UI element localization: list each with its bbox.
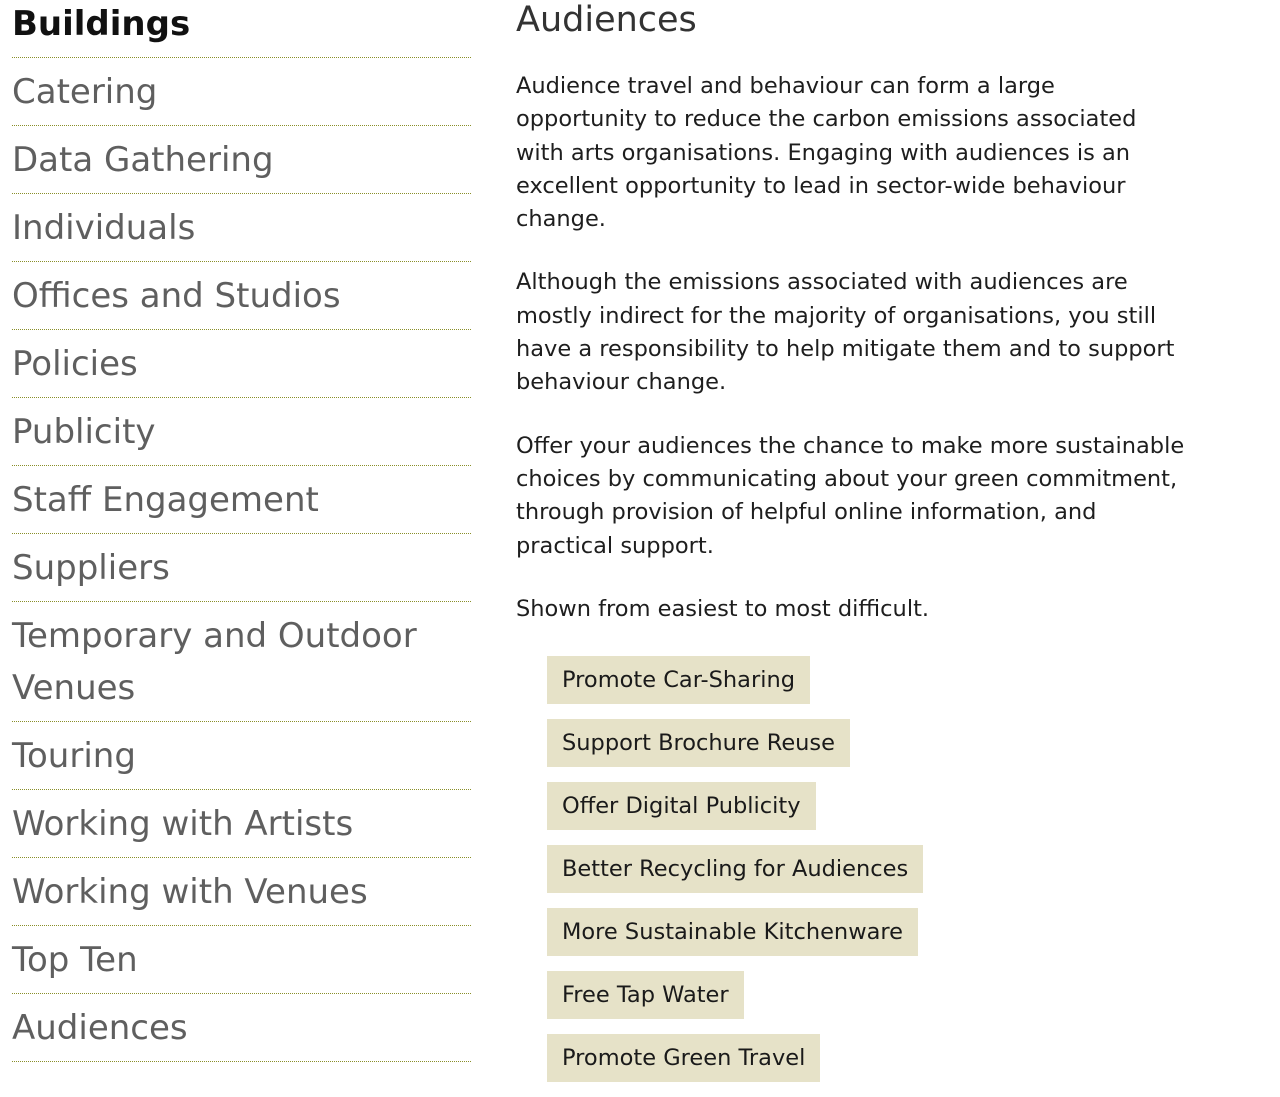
nav-item-policies[interactable]: [12, 338, 471, 398]
action-list: [547, 656, 1186, 1082]
action-link-free-tap-water[interactable]: Free Tap Water: [547, 971, 744, 1019]
nav-item-label: Suppliers: [12, 548, 170, 588]
action-list-item: [547, 782, 1186, 830]
action-list-item: [547, 656, 1186, 704]
action-list-item: [547, 971, 1186, 1019]
nav-item-buildings[interactable]: [12, 0, 471, 58]
action-link-sustainable-kitchenware[interactable]: More Sustainable Kitchenware: [547, 908, 918, 956]
nav-item-label: Working with Venues: [12, 872, 368, 912]
action-list-item: [547, 908, 1186, 956]
nav-item-suppliers[interactable]: [12, 542, 471, 602]
nav-item-label: Individuals: [12, 208, 196, 248]
nav-item-top-ten[interactable]: [12, 934, 471, 994]
action-link-better-recycling[interactable]: Better Recycling for Audiences: [547, 845, 923, 893]
nav-item-label: Temporary and Outdoor Venues: [12, 616, 417, 708]
action-link-offer-digital-publicity[interactable]: Offer Digital Publicity: [547, 782, 816, 830]
page-title: Audiences: [516, 0, 697, 40]
nav-item-audiences[interactable]: [12, 1002, 471, 1062]
nav-item-staff-engagement[interactable]: [12, 474, 471, 534]
nav-item-label: Top Ten: [12, 940, 138, 980]
nav-item-individuals[interactable]: [12, 202, 471, 262]
nav-item-label: Audiences: [12, 1008, 188, 1048]
action-link-promote-green-travel[interactable]: Promote Green Travel: [547, 1034, 820, 1082]
nav-item-temporary-and-outdoor-venues[interactable]: [12, 610, 471, 722]
nav-item-working-with-artists[interactable]: [12, 798, 471, 858]
nav-item-working-with-venues[interactable]: [12, 866, 471, 926]
nav-item-label: Policies: [12, 344, 138, 384]
action-link-promote-car-sharing[interactable]: Promote Car-Sharing: [547, 656, 810, 704]
nav-item-data-gathering[interactable]: [12, 134, 471, 194]
action-list-item: [547, 845, 1186, 893]
nav-item-label: Publicity: [12, 412, 156, 452]
action-list-item: [547, 1034, 1186, 1082]
nav-item-label: Touring: [12, 736, 136, 776]
nav-item-label: Offices and Studios: [12, 276, 341, 316]
nav-item-publicity[interactable]: [12, 406, 471, 466]
category-nav: [12, 0, 471, 1070]
body-paragraph: Offer your audiences the chance to make more sustainable choices by communicating about your green commitment, through provision of helpful online information, and practical support.: [516, 432, 1185, 559]
difficulty-note: Shown from easiest to most difficult.: [516, 595, 930, 622]
nav-item-offices-and-studios[interactable]: [12, 270, 471, 330]
action-list-item: [547, 719, 1186, 767]
nav-item-label: Staff Engagement: [12, 480, 319, 520]
body-paragraph: Although the emissions associated with audiences are mostly indirect for the majority of organisations, you still have a responsibility to help mitigate them and to support behaviour change.: [516, 269, 1175, 396]
nav-item-catering[interactable]: [12, 66, 471, 126]
nav-item-touring[interactable]: [12, 730, 471, 790]
nav-item-label: Catering: [12, 72, 158, 112]
nav-item-label: Buildings: [12, 4, 191, 44]
main-content: [516, 0, 1186, 1097]
action-link-support-brochure-reuse[interactable]: Support Brochure Reuse: [547, 719, 850, 767]
nav-item-label: Working with Artists: [12, 804, 354, 844]
intro-paragraph: Audience travel and behaviour can form a large opportunity to reduce the carbon emissions associated with arts organisations. Engaging with audiences is an excellent opportunity to lead in sector-wide behaviour change.: [516, 73, 1137, 233]
nav-item-label: Data Gathering: [12, 140, 274, 180]
